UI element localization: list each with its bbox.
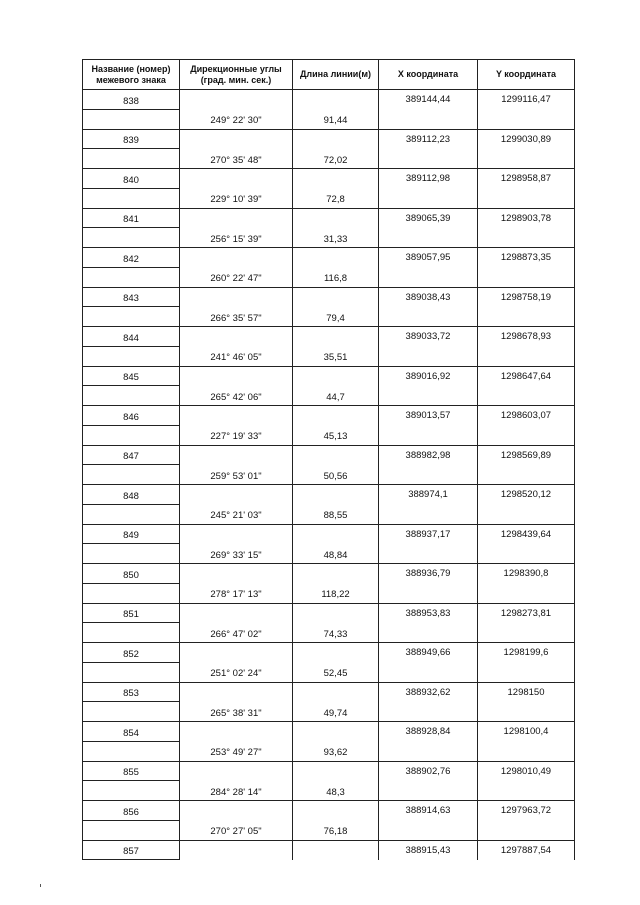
y-coordinate-cell: 1298150	[478, 682, 575, 702]
length-cell: 45,13	[293, 425, 379, 445]
point-name-cell: 851	[83, 603, 180, 623]
table-body	[83, 90, 575, 860]
length-cell	[293, 90, 379, 110]
angle-cell: 265° 38' 31"	[180, 702, 293, 722]
x-coordinate-cell: 388936,79	[379, 564, 478, 584]
x-coordinate-cell	[379, 425, 478, 445]
point-name-cell	[83, 307, 180, 327]
segment-row	[83, 109, 575, 129]
angle-cell	[180, 801, 293, 821]
point-name-cell: 853	[83, 682, 180, 702]
x-coordinate-cell: 388928,84	[379, 722, 478, 742]
y-coordinate-cell: 1298678,93	[478, 327, 575, 347]
y-coordinate-cell	[478, 662, 575, 682]
angle-cell: 269° 33' 15"	[180, 544, 293, 564]
angle-cell: 251° 02' 24"	[180, 662, 293, 682]
point-name-cell	[83, 346, 180, 366]
y-coordinate-cell	[478, 149, 575, 169]
point-name-cell	[83, 741, 180, 761]
y-coordinate-cell: 1298390,8	[478, 564, 575, 584]
length-cell	[293, 248, 379, 268]
point-name-cell	[83, 662, 180, 682]
y-coordinate-cell	[478, 583, 575, 603]
header-length: Длина линии(м)	[293, 60, 379, 90]
angle-cell: 256° 15' 39"	[180, 228, 293, 248]
y-coordinate-cell: 1298100,4	[478, 722, 575, 742]
segment-row	[83, 307, 575, 327]
x-coordinate-cell	[379, 781, 478, 801]
y-coordinate-cell	[478, 346, 575, 366]
y-coordinate-cell: 1298439,64	[478, 524, 575, 544]
length-cell: 76,18	[293, 820, 379, 840]
segment-row	[83, 623, 575, 643]
x-coordinate-cell	[379, 662, 478, 682]
length-cell	[293, 485, 379, 505]
length-cell: 88,55	[293, 504, 379, 524]
point-name-cell: 850	[83, 564, 180, 584]
point-name-cell: 854	[83, 722, 180, 742]
point-name-cell: 845	[83, 366, 180, 386]
x-coordinate-cell	[379, 465, 478, 485]
angle-cell	[180, 445, 293, 465]
y-coordinate-cell	[478, 781, 575, 801]
point-name-cell	[83, 623, 180, 643]
point-name-cell	[83, 781, 180, 801]
length-cell	[293, 801, 379, 821]
length-cell	[293, 406, 379, 426]
length-cell: 72,02	[293, 149, 379, 169]
point-row	[83, 129, 575, 149]
x-coordinate-cell: 388953,83	[379, 603, 478, 623]
length-cell: 48,3	[293, 781, 379, 801]
point-row	[83, 801, 575, 821]
y-coordinate-cell: 1298520,12	[478, 485, 575, 505]
x-coordinate-cell: 388932,62	[379, 682, 478, 702]
y-coordinate-cell	[478, 820, 575, 840]
segment-row	[83, 149, 575, 169]
segment-row	[83, 504, 575, 524]
y-coordinate-cell: 1299030,89	[478, 129, 575, 149]
point-row	[83, 761, 575, 781]
point-name-cell: 843	[83, 287, 180, 307]
length-cell: 91,44	[293, 109, 379, 129]
segment-row	[83, 702, 575, 722]
point-row	[83, 603, 575, 623]
y-coordinate-cell	[478, 544, 575, 564]
length-cell	[293, 327, 379, 347]
header-name: Название (номер) межевого знака	[83, 60, 180, 90]
angle-cell	[180, 524, 293, 544]
length-cell	[293, 761, 379, 781]
segment-row	[83, 741, 575, 761]
length-cell	[293, 840, 379, 860]
x-coordinate-cell: 388937,17	[379, 524, 478, 544]
point-row	[83, 248, 575, 268]
x-coordinate-cell: 389057,95	[379, 248, 478, 268]
segment-row	[83, 386, 575, 406]
point-row	[83, 643, 575, 663]
y-coordinate-cell: 1298958,87	[478, 169, 575, 189]
y-coordinate-cell: 1298647,64	[478, 366, 575, 386]
point-row	[83, 682, 575, 702]
y-coordinate-cell	[478, 425, 575, 445]
point-row	[83, 366, 575, 386]
segment-row	[83, 267, 575, 287]
length-cell	[293, 208, 379, 228]
point-row	[83, 327, 575, 347]
segment-row	[83, 544, 575, 564]
length-cell: 72,8	[293, 188, 379, 208]
y-coordinate-cell	[478, 623, 575, 643]
angle-cell: 259° 53' 01"	[180, 465, 293, 485]
y-coordinate-cell	[478, 228, 575, 248]
angle-cell: 249° 22' 30"	[180, 109, 293, 129]
angle-cell	[180, 129, 293, 149]
y-coordinate-cell	[478, 741, 575, 761]
x-coordinate-cell: 389013,57	[379, 406, 478, 426]
angle-cell	[180, 682, 293, 702]
point-name-cell	[83, 702, 180, 722]
angle-cell	[180, 761, 293, 781]
point-name-cell	[83, 583, 180, 603]
header-y: Y координата	[478, 60, 575, 90]
y-coordinate-cell	[478, 465, 575, 485]
segment-row	[83, 662, 575, 682]
y-coordinate-cell: 1298873,35	[478, 248, 575, 268]
point-name-cell: 857	[83, 840, 180, 860]
length-cell: 50,56	[293, 465, 379, 485]
x-coordinate-cell: 389112,23	[379, 129, 478, 149]
length-cell	[293, 564, 379, 584]
x-coordinate-cell: 388974,1	[379, 485, 478, 505]
point-name-cell: 848	[83, 485, 180, 505]
segment-row	[83, 781, 575, 801]
angle-cell	[180, 248, 293, 268]
length-cell	[293, 169, 379, 189]
x-coordinate-cell: 388902,76	[379, 761, 478, 781]
length-cell: 52,45	[293, 662, 379, 682]
header-x: X координата	[379, 60, 478, 90]
angle-cell: 253° 49' 27"	[180, 741, 293, 761]
length-cell	[293, 603, 379, 623]
table-header-row	[83, 60, 575, 90]
x-coordinate-cell: 389033,72	[379, 327, 478, 347]
length-cell	[293, 524, 379, 544]
x-coordinate-cell: 389112,98	[379, 169, 478, 189]
angle-cell: 270° 35' 48"	[180, 149, 293, 169]
y-coordinate-cell	[478, 109, 575, 129]
point-name-cell	[83, 267, 180, 287]
point-row	[83, 445, 575, 465]
y-coordinate-cell: 1298569,89	[478, 445, 575, 465]
x-coordinate-cell: 388914,63	[379, 801, 478, 821]
angle-cell: 266° 35' 57"	[180, 307, 293, 327]
header-angle: Дирекционные углы (град. мин. сек.)	[180, 60, 293, 90]
point-name-cell	[83, 504, 180, 524]
x-coordinate-cell: 389016,92	[379, 366, 478, 386]
point-name-cell: 839	[83, 129, 180, 149]
angle-cell	[180, 603, 293, 623]
segment-row	[83, 465, 575, 485]
x-coordinate-cell: 389144,44	[379, 90, 478, 110]
point-name-cell	[83, 149, 180, 169]
point-name-cell	[83, 386, 180, 406]
x-coordinate-cell	[379, 149, 478, 169]
point-name-cell: 841	[83, 208, 180, 228]
length-cell: 44,7	[293, 386, 379, 406]
point-name-cell: 849	[83, 524, 180, 544]
angle-cell: 229° 10' 39"	[180, 188, 293, 208]
angle-cell: 284° 28' 14"	[180, 781, 293, 801]
x-coordinate-cell	[379, 623, 478, 643]
point-name-cell	[83, 109, 180, 129]
angle-cell	[180, 406, 293, 426]
segment-row	[83, 820, 575, 840]
point-name-cell: 838	[83, 90, 180, 110]
x-coordinate-cell: 389038,43	[379, 287, 478, 307]
x-coordinate-cell	[379, 583, 478, 603]
y-coordinate-cell	[478, 504, 575, 524]
angle-cell: 278° 17' 13"	[180, 583, 293, 603]
angle-cell: 260° 22' 47"	[180, 267, 293, 287]
length-cell	[293, 366, 379, 386]
point-row	[83, 287, 575, 307]
length-cell: 74,33	[293, 623, 379, 643]
angle-cell: 265° 42' 06"	[180, 386, 293, 406]
point-row	[83, 406, 575, 426]
point-row	[83, 564, 575, 584]
x-coordinate-cell: 389065,39	[379, 208, 478, 228]
length-cell	[293, 129, 379, 149]
y-coordinate-cell: 1298903,78	[478, 208, 575, 228]
point-row	[83, 90, 575, 110]
angle-cell	[180, 287, 293, 307]
angle-cell: 245° 21' 03"	[180, 504, 293, 524]
length-cell	[293, 682, 379, 702]
x-coordinate-cell	[379, 188, 478, 208]
y-coordinate-cell	[478, 267, 575, 287]
point-name-cell	[83, 544, 180, 564]
angle-cell: 266° 47' 02"	[180, 623, 293, 643]
segment-row	[83, 583, 575, 603]
x-coordinate-cell	[379, 267, 478, 287]
point-name-cell	[83, 228, 180, 248]
angle-cell	[180, 327, 293, 347]
x-coordinate-cell	[379, 386, 478, 406]
angle-cell	[180, 169, 293, 189]
angle-cell	[180, 366, 293, 386]
angle-cell: 270° 27' 05"	[180, 820, 293, 840]
y-coordinate-cell: 1297887,54	[478, 840, 575, 860]
segment-row	[83, 228, 575, 248]
x-coordinate-cell	[379, 741, 478, 761]
x-coordinate-cell	[379, 109, 478, 129]
x-coordinate-cell	[379, 307, 478, 327]
y-coordinate-cell: 1298199,6	[478, 643, 575, 663]
segment-row	[83, 346, 575, 366]
point-name-cell	[83, 188, 180, 208]
length-cell	[293, 722, 379, 742]
y-coordinate-cell	[478, 307, 575, 327]
y-coordinate-cell	[478, 702, 575, 722]
length-cell: 48,84	[293, 544, 379, 564]
x-coordinate-cell	[379, 504, 478, 524]
angle-cell	[180, 208, 293, 228]
length-cell: 116,8	[293, 267, 379, 287]
point-row	[83, 208, 575, 228]
point-row	[83, 169, 575, 189]
point-name-cell: 844	[83, 327, 180, 347]
length-cell: 93,62	[293, 741, 379, 761]
point-name-cell	[83, 465, 180, 485]
angle-cell: 241° 46' 05"	[180, 346, 293, 366]
point-name-cell: 846	[83, 406, 180, 426]
angle-cell	[180, 485, 293, 505]
segment-row	[83, 188, 575, 208]
point-row	[83, 524, 575, 544]
point-name-cell	[83, 820, 180, 840]
x-coordinate-cell	[379, 702, 478, 722]
length-cell	[293, 643, 379, 663]
x-coordinate-cell	[379, 346, 478, 366]
point-name-cell: 852	[83, 643, 180, 663]
angle-cell	[180, 840, 293, 860]
length-cell	[293, 445, 379, 465]
x-coordinate-cell: 388982,98	[379, 445, 478, 465]
point-name-cell: 856	[83, 801, 180, 821]
y-coordinate-cell: 1299116,47	[478, 90, 575, 110]
point-name-cell: 847	[83, 445, 180, 465]
length-cell: 79,4	[293, 307, 379, 327]
x-coordinate-cell: 388915,43	[379, 840, 478, 860]
x-coordinate-cell	[379, 544, 478, 564]
x-coordinate-cell	[379, 228, 478, 248]
point-name-cell: 840	[83, 169, 180, 189]
angle-cell: 227° 19' 33"	[180, 425, 293, 445]
point-row	[83, 840, 575, 860]
y-coordinate-cell	[478, 188, 575, 208]
angle-cell	[180, 722, 293, 742]
length-cell: 35,51	[293, 346, 379, 366]
length-cell	[293, 287, 379, 307]
x-coordinate-cell	[379, 820, 478, 840]
point-row	[83, 722, 575, 742]
point-name-cell: 855	[83, 761, 180, 781]
point-name-cell: 842	[83, 248, 180, 268]
y-coordinate-cell: 1298273,81	[478, 603, 575, 623]
length-cell: 49,74	[293, 702, 379, 722]
x-coordinate-cell: 388949,66	[379, 643, 478, 663]
y-coordinate-cell: 1298603,07	[478, 406, 575, 426]
angle-cell	[180, 564, 293, 584]
angle-cell	[180, 643, 293, 663]
coordinates-table	[82, 59, 575, 860]
y-coordinate-cell	[478, 386, 575, 406]
point-name-cell	[83, 425, 180, 445]
length-cell: 31,33	[293, 228, 379, 248]
angle-cell	[180, 90, 293, 110]
y-coordinate-cell: 1298758,19	[478, 287, 575, 307]
scan-mark	[40, 884, 41, 887]
y-coordinate-cell: 1298010,49	[478, 761, 575, 781]
length-cell: 118,22	[293, 583, 379, 603]
y-coordinate-cell: 1297963,72	[478, 801, 575, 821]
segment-row	[83, 425, 575, 445]
point-row	[83, 485, 575, 505]
